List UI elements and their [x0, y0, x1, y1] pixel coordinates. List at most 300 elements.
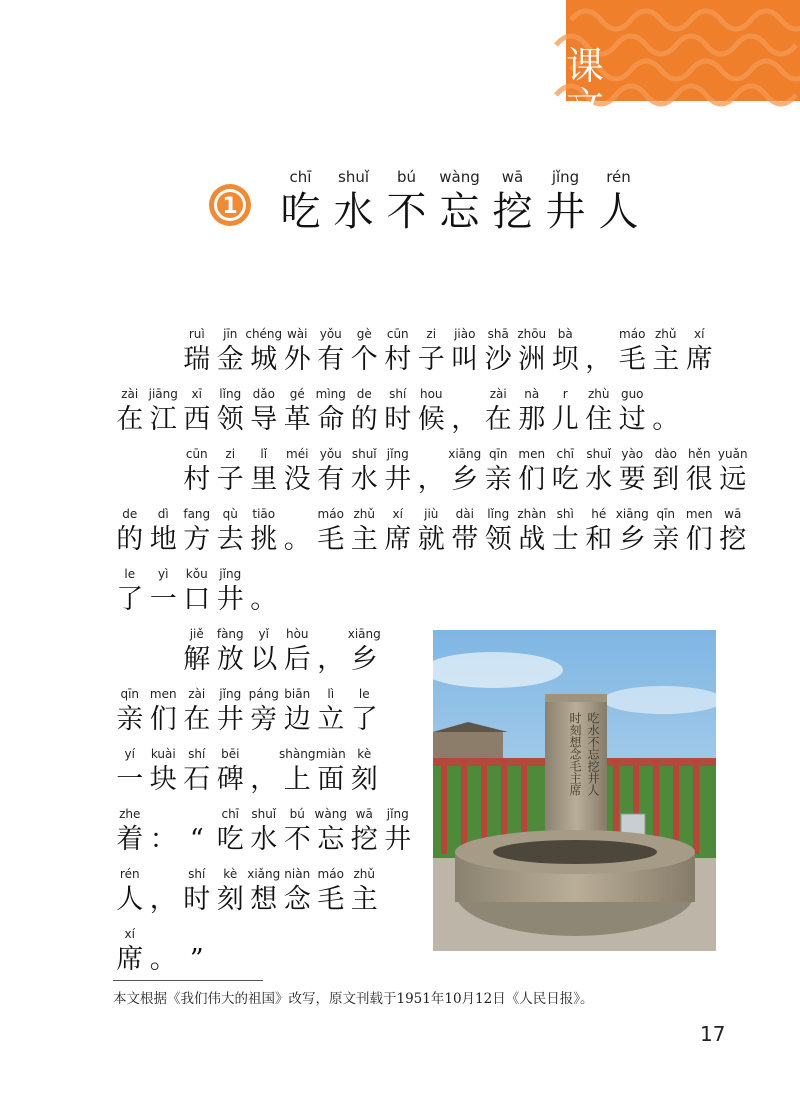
pinyin: yuǎn [717, 447, 748, 461]
ruby-character [247, 565, 281, 617]
ruby-character [649, 325, 683, 377]
text-line [113, 865, 381, 917]
ruby-character [214, 865, 248, 917]
pinyin: chéng [245, 327, 283, 341]
pinyin: gè [356, 327, 372, 341]
ruby-character [482, 505, 516, 557]
pinyin: shuǐ [338, 168, 369, 186]
ruby-character [214, 565, 248, 617]
hanzi: 忘 [439, 189, 480, 235]
text-line [113, 745, 381, 797]
pinyin: máo [619, 327, 646, 341]
hanzi: 很 [685, 464, 713, 495]
pinyin: le [124, 567, 136, 581]
pinyin: shì [556, 507, 574, 521]
ruby-character [348, 805, 382, 857]
ruby-character [582, 385, 616, 437]
hanzi: 毛 [317, 524, 345, 555]
pinyin: fàng [216, 627, 244, 641]
hanzi: 远 [719, 464, 747, 495]
pinyin: shuǐ [251, 807, 277, 821]
pinyin: wàng [314, 807, 347, 821]
pinyin: hou [419, 387, 443, 401]
hanzi: 过 [618, 404, 646, 435]
pinyin: bēi [221, 747, 240, 761]
hanzi: 不 [386, 189, 427, 235]
pinyin: wā [355, 807, 373, 821]
ruby-character [147, 925, 181, 977]
pinyin: máo [317, 867, 344, 881]
hanzi: 井 [384, 464, 412, 495]
hanzi: 席 [384, 524, 412, 555]
text-line [113, 505, 750, 557]
pinyin: jīn [223, 327, 238, 341]
text-line [113, 565, 281, 617]
pinyin: de [356, 387, 372, 401]
hanzi: 挖 [492, 189, 533, 235]
ruby-character [314, 445, 348, 497]
pinyin: bà [557, 327, 573, 341]
pinyin: zhǔ [353, 867, 375, 881]
pinyin: zi [225, 447, 236, 461]
ruby-character [348, 745, 382, 797]
ruby-character [348, 865, 382, 917]
hanzi: 席 [685, 344, 713, 375]
hanzi: 乡 [350, 644, 378, 675]
ruby-character [247, 685, 281, 737]
ruby-character [214, 385, 248, 437]
hanzi: 里 [250, 464, 278, 495]
ruby-character [649, 385, 683, 437]
pinyin: jiāng [148, 387, 178, 401]
ruby-character [433, 165, 486, 235]
hanzi: 在 [484, 404, 512, 435]
pinyin: le [358, 687, 370, 701]
footnote: 本文根据《我们伟大的祖国》改写，原文刊载于1951年10月12日《人民日报》。 [113, 991, 594, 1007]
ruby-character [147, 565, 181, 617]
ruby-character [247, 505, 281, 557]
hanzi: 那 [518, 404, 546, 435]
pinyin: jiù [424, 507, 439, 521]
hanzi: 在 [183, 704, 211, 735]
ruby-character [415, 445, 449, 497]
hanzi: 瑞 [183, 344, 211, 375]
pinyin: yǐ [258, 627, 269, 641]
ruby-character [616, 505, 650, 557]
pinyin: shí [389, 387, 407, 401]
pinyin: qīn [656, 507, 676, 521]
ruby-character [716, 505, 750, 557]
ruby-character [549, 325, 583, 377]
ruby-character [482, 385, 516, 437]
hanzi: 水 [333, 189, 374, 235]
pinyin: zhù [587, 387, 610, 401]
pinyin: xiāng [347, 627, 381, 641]
ruby-character [314, 325, 348, 377]
hanzi: “ [189, 824, 204, 855]
hanzi: 主 [652, 344, 680, 375]
ruby-character [281, 805, 315, 857]
ruby-character [616, 385, 650, 437]
ruby-character [180, 385, 214, 437]
ruby-character [113, 685, 147, 737]
pinyin: r [562, 387, 568, 401]
footnote-divider [113, 980, 263, 981]
ruby-character [348, 325, 382, 377]
ruby-character [348, 625, 382, 677]
text-line [113, 925, 214, 977]
pinyin: jǐng [386, 807, 409, 821]
hanzi: 乡 [451, 464, 479, 495]
ruby-character [482, 325, 516, 377]
ruby-character [448, 505, 482, 557]
ruby-character [180, 865, 214, 917]
pinyin: guo [620, 387, 644, 401]
text-line [180, 625, 381, 677]
pinyin: shā [487, 327, 509, 341]
pinyin: bú [289, 807, 305, 821]
hanzi: 就 [417, 524, 445, 555]
ruby-character [716, 445, 750, 497]
hanzi: 水 [350, 464, 378, 495]
ruby-character [314, 745, 348, 797]
hanzi: 水 [585, 464, 613, 495]
pinyin: cūn [185, 447, 208, 461]
page-number: 17 [700, 1022, 726, 1046]
ruby-character [381, 385, 415, 437]
pinyin: mìng [315, 387, 346, 401]
pinyin: chī [556, 447, 575, 461]
pinyin: yǒu [319, 447, 342, 461]
hanzi: 候 [417, 404, 445, 435]
ruby-character [147, 865, 181, 917]
hanzi: 解 [183, 644, 211, 675]
hanzi: 的 [116, 524, 144, 555]
pinyin: kǒu [185, 567, 208, 581]
ruby-character [348, 685, 382, 737]
ruby-character [448, 385, 482, 437]
ruby-character [616, 325, 650, 377]
hanzi: 。 [283, 524, 311, 555]
pinyin: qù [222, 507, 238, 521]
ruby-character [113, 505, 147, 557]
ruby-character [180, 745, 214, 797]
ruby-character [113, 805, 147, 857]
hanzi: ： [149, 824, 177, 855]
ruby-character [582, 325, 616, 377]
hanzi: 个 [350, 344, 378, 375]
stele-inscription-left: 时刻想念毛主席 [568, 712, 582, 796]
ruby-character [314, 385, 348, 437]
hanzi: 西 [183, 404, 211, 435]
ruby-character [486, 165, 539, 235]
hanzi: 主 [350, 884, 378, 915]
ruby-character [327, 165, 380, 235]
hanzi: 亲 [484, 464, 512, 495]
hanzi: ” [189, 944, 204, 975]
ruby-character [592, 165, 645, 235]
pinyin: zhàn [517, 507, 547, 521]
pinyin: yì [158, 567, 169, 581]
pinyin: chī [221, 807, 240, 821]
hanzi: 边 [283, 704, 311, 735]
hanzi: 叫 [451, 344, 479, 375]
section-tab [566, 0, 800, 128]
pinyin: zi [426, 327, 437, 341]
hanzi: 石 [183, 764, 211, 795]
hanzi: 块 [149, 764, 177, 795]
hanzi: 一 [149, 584, 177, 615]
ruby-character [281, 865, 315, 917]
hanzi: 亲 [116, 704, 144, 735]
ruby-character [539, 165, 592, 235]
ruby-character [281, 745, 315, 797]
text-line [180, 445, 750, 497]
text-line [113, 385, 683, 437]
ruby-character [649, 445, 683, 497]
hanzi: ， [317, 644, 345, 675]
pinyin: páng [248, 687, 279, 701]
pinyin: dào [654, 447, 677, 461]
pinyin: de [122, 507, 138, 521]
hanzi: 人 [116, 884, 144, 915]
hanzi: 革 [283, 404, 311, 435]
hanzi: ， [417, 464, 445, 495]
ruby-character [549, 445, 583, 497]
ruby-character [180, 445, 214, 497]
ruby-character [180, 625, 214, 677]
ruby-character [683, 445, 717, 497]
hanzi: 和 [585, 524, 613, 555]
pinyin: jiě [189, 627, 204, 641]
pinyin: ruì [188, 327, 205, 341]
ruby-character [214, 745, 248, 797]
hanzi: 。 [149, 944, 177, 975]
hanzi: 吃 [216, 824, 244, 855]
pinyin: men [518, 447, 546, 461]
hanzi: 村 [183, 464, 211, 495]
hanzi: 子 [417, 344, 445, 375]
hanzi: 外 [283, 344, 311, 375]
hanzi: 刻 [350, 764, 378, 795]
hanzi: 挖 [719, 524, 747, 555]
pinyin: men [149, 687, 177, 701]
pinyin: wā [501, 168, 524, 186]
hanzi: 。 [652, 404, 680, 435]
pinyin: xí [124, 927, 135, 941]
ruby-character [582, 445, 616, 497]
pinyin: rén [119, 867, 140, 881]
hanzi: 旁 [250, 704, 278, 735]
hanzi: 沙 [484, 344, 512, 375]
pinyin: yí [124, 747, 135, 761]
hanzi: 了 [350, 704, 378, 735]
hanzi: 领 [216, 404, 244, 435]
hanzi: 金 [216, 344, 244, 375]
ruby-character [247, 445, 281, 497]
ruby-character [247, 865, 281, 917]
hanzi: 的 [350, 404, 378, 435]
hanzi: 们 [149, 704, 177, 735]
ruby-character [616, 445, 650, 497]
pinyin: zài [489, 387, 507, 401]
pinyin: lǐng [487, 507, 510, 521]
pinyin: qīn [120, 687, 140, 701]
ruby-character [415, 505, 449, 557]
pinyin: xí [694, 327, 705, 341]
pinyin: zài [121, 387, 139, 401]
ruby-character [113, 385, 147, 437]
ruby-character [314, 505, 348, 557]
pinyin: kè [357, 747, 372, 761]
ruby-character [314, 805, 348, 857]
pinyin: nà [524, 387, 540, 401]
ruby-character [482, 445, 516, 497]
hanzi: 井 [216, 584, 244, 615]
hanzi: 吃 [280, 189, 321, 235]
hanzi: 去 [216, 524, 244, 555]
hanzi: 城 [250, 344, 278, 375]
ruby-character [549, 505, 583, 557]
hanzi: 想 [250, 884, 278, 915]
hanzi: ， [451, 404, 479, 435]
hanzi: 刻 [216, 884, 244, 915]
ruby-character [348, 445, 382, 497]
pinyin: jǐng [386, 447, 409, 461]
ruby-character [147, 745, 181, 797]
hanzi: 以 [250, 644, 278, 675]
pinyin: wàng [439, 168, 480, 186]
section-label: 课 文 [566, 44, 629, 128]
hanzi: 有 [317, 464, 345, 495]
ruby-character [415, 385, 449, 437]
text-line [180, 325, 716, 377]
hanzi: 一 [116, 764, 144, 795]
hanzi: 在 [116, 404, 144, 435]
ruby-character [180, 925, 214, 977]
hanzi: 面 [317, 764, 345, 795]
hanzi: 要 [618, 464, 646, 495]
ruby-character [281, 445, 315, 497]
hanzi: 住 [585, 404, 613, 435]
hanzi: 井 [545, 189, 586, 235]
ruby-character [281, 625, 315, 677]
ruby-character [380, 165, 433, 235]
pinyin: zhǔ [654, 327, 677, 341]
hanzi: 乡 [618, 524, 646, 555]
pinyin: xí [392, 507, 403, 521]
hanzi: 了 [116, 584, 144, 615]
ruby-character [515, 505, 549, 557]
ruby-character [147, 805, 181, 857]
hanzi: 后 [283, 644, 311, 675]
ruby-character [281, 685, 315, 737]
hanzi: 人 [598, 189, 639, 235]
hanzi: 挖 [350, 824, 378, 855]
pinyin: tiāo [252, 507, 276, 521]
stele-inscription-right: 吃水不忘挖井人 [586, 712, 600, 796]
pinyin: rén [606, 168, 631, 186]
hanzi: 儿 [551, 404, 579, 435]
ruby-character [147, 385, 181, 437]
ruby-character [381, 325, 415, 377]
hanzi: 洲 [518, 344, 546, 375]
hanzi: 忘 [317, 824, 345, 855]
pinyin: wài [286, 327, 308, 341]
ruby-character [381, 445, 415, 497]
hanzi: 命 [317, 404, 345, 435]
pinyin: chī [289, 168, 312, 186]
hanzi: 有 [317, 344, 345, 375]
pinyin: jiào [454, 327, 476, 341]
pinyin: niàn [284, 867, 311, 881]
pinyin: hěn [687, 447, 711, 461]
well-photo [433, 630, 716, 951]
pinyin: méi [286, 447, 309, 461]
pinyin: shí [188, 747, 206, 761]
pinyin: xiǎng [247, 867, 281, 881]
hanzi: 到 [652, 464, 680, 495]
ruby-character [180, 565, 214, 617]
hanzi: 立 [317, 704, 345, 735]
pinyin: lǐng [219, 387, 242, 401]
hanzi: ， [585, 344, 613, 375]
hanzi: 方 [183, 524, 211, 555]
hanzi: 着 [116, 824, 144, 855]
ruby-character [274, 165, 327, 235]
ruby-character [281, 385, 315, 437]
pinyin: yào [621, 447, 644, 461]
ruby-character [314, 625, 348, 677]
ruby-character [448, 325, 482, 377]
ruby-character [582, 505, 616, 557]
pinyin: qīn [488, 447, 508, 461]
pinyin: hé [591, 507, 607, 521]
hanzi: 吃 [551, 464, 579, 495]
hanzi: 毛 [618, 344, 646, 375]
pinyin: biān [284, 687, 311, 701]
ruby-character [113, 865, 147, 917]
hanzi: 井 [216, 704, 244, 735]
ruby-character [314, 685, 348, 737]
hanzi: 坝 [551, 344, 579, 375]
ruby-character [180, 805, 214, 857]
hanzi: ， [250, 764, 278, 795]
hanzi: 上 [283, 764, 311, 795]
ruby-character [415, 325, 449, 377]
pinyin: fang [183, 507, 211, 521]
ruby-character [247, 805, 281, 857]
ruby-character [147, 685, 181, 737]
pinyin: miàn [315, 747, 346, 761]
ruby-character [515, 445, 549, 497]
ruby-character [381, 505, 415, 557]
ruby-character [180, 685, 214, 737]
hanzi: 们 [518, 464, 546, 495]
pinyin: xī [191, 387, 202, 401]
hanzi: 时 [384, 404, 412, 435]
ruby-character [683, 325, 717, 377]
ruby-character [214, 445, 248, 497]
ruby-character [281, 325, 315, 377]
pinyin: shuǐ [351, 447, 377, 461]
pinyin: bú [396, 168, 417, 186]
ruby-character [214, 805, 248, 857]
hanzi: 领 [484, 524, 512, 555]
ruby-character [281, 505, 315, 557]
pinyin: zài [188, 687, 206, 701]
pinyin: zhōu [517, 327, 547, 341]
